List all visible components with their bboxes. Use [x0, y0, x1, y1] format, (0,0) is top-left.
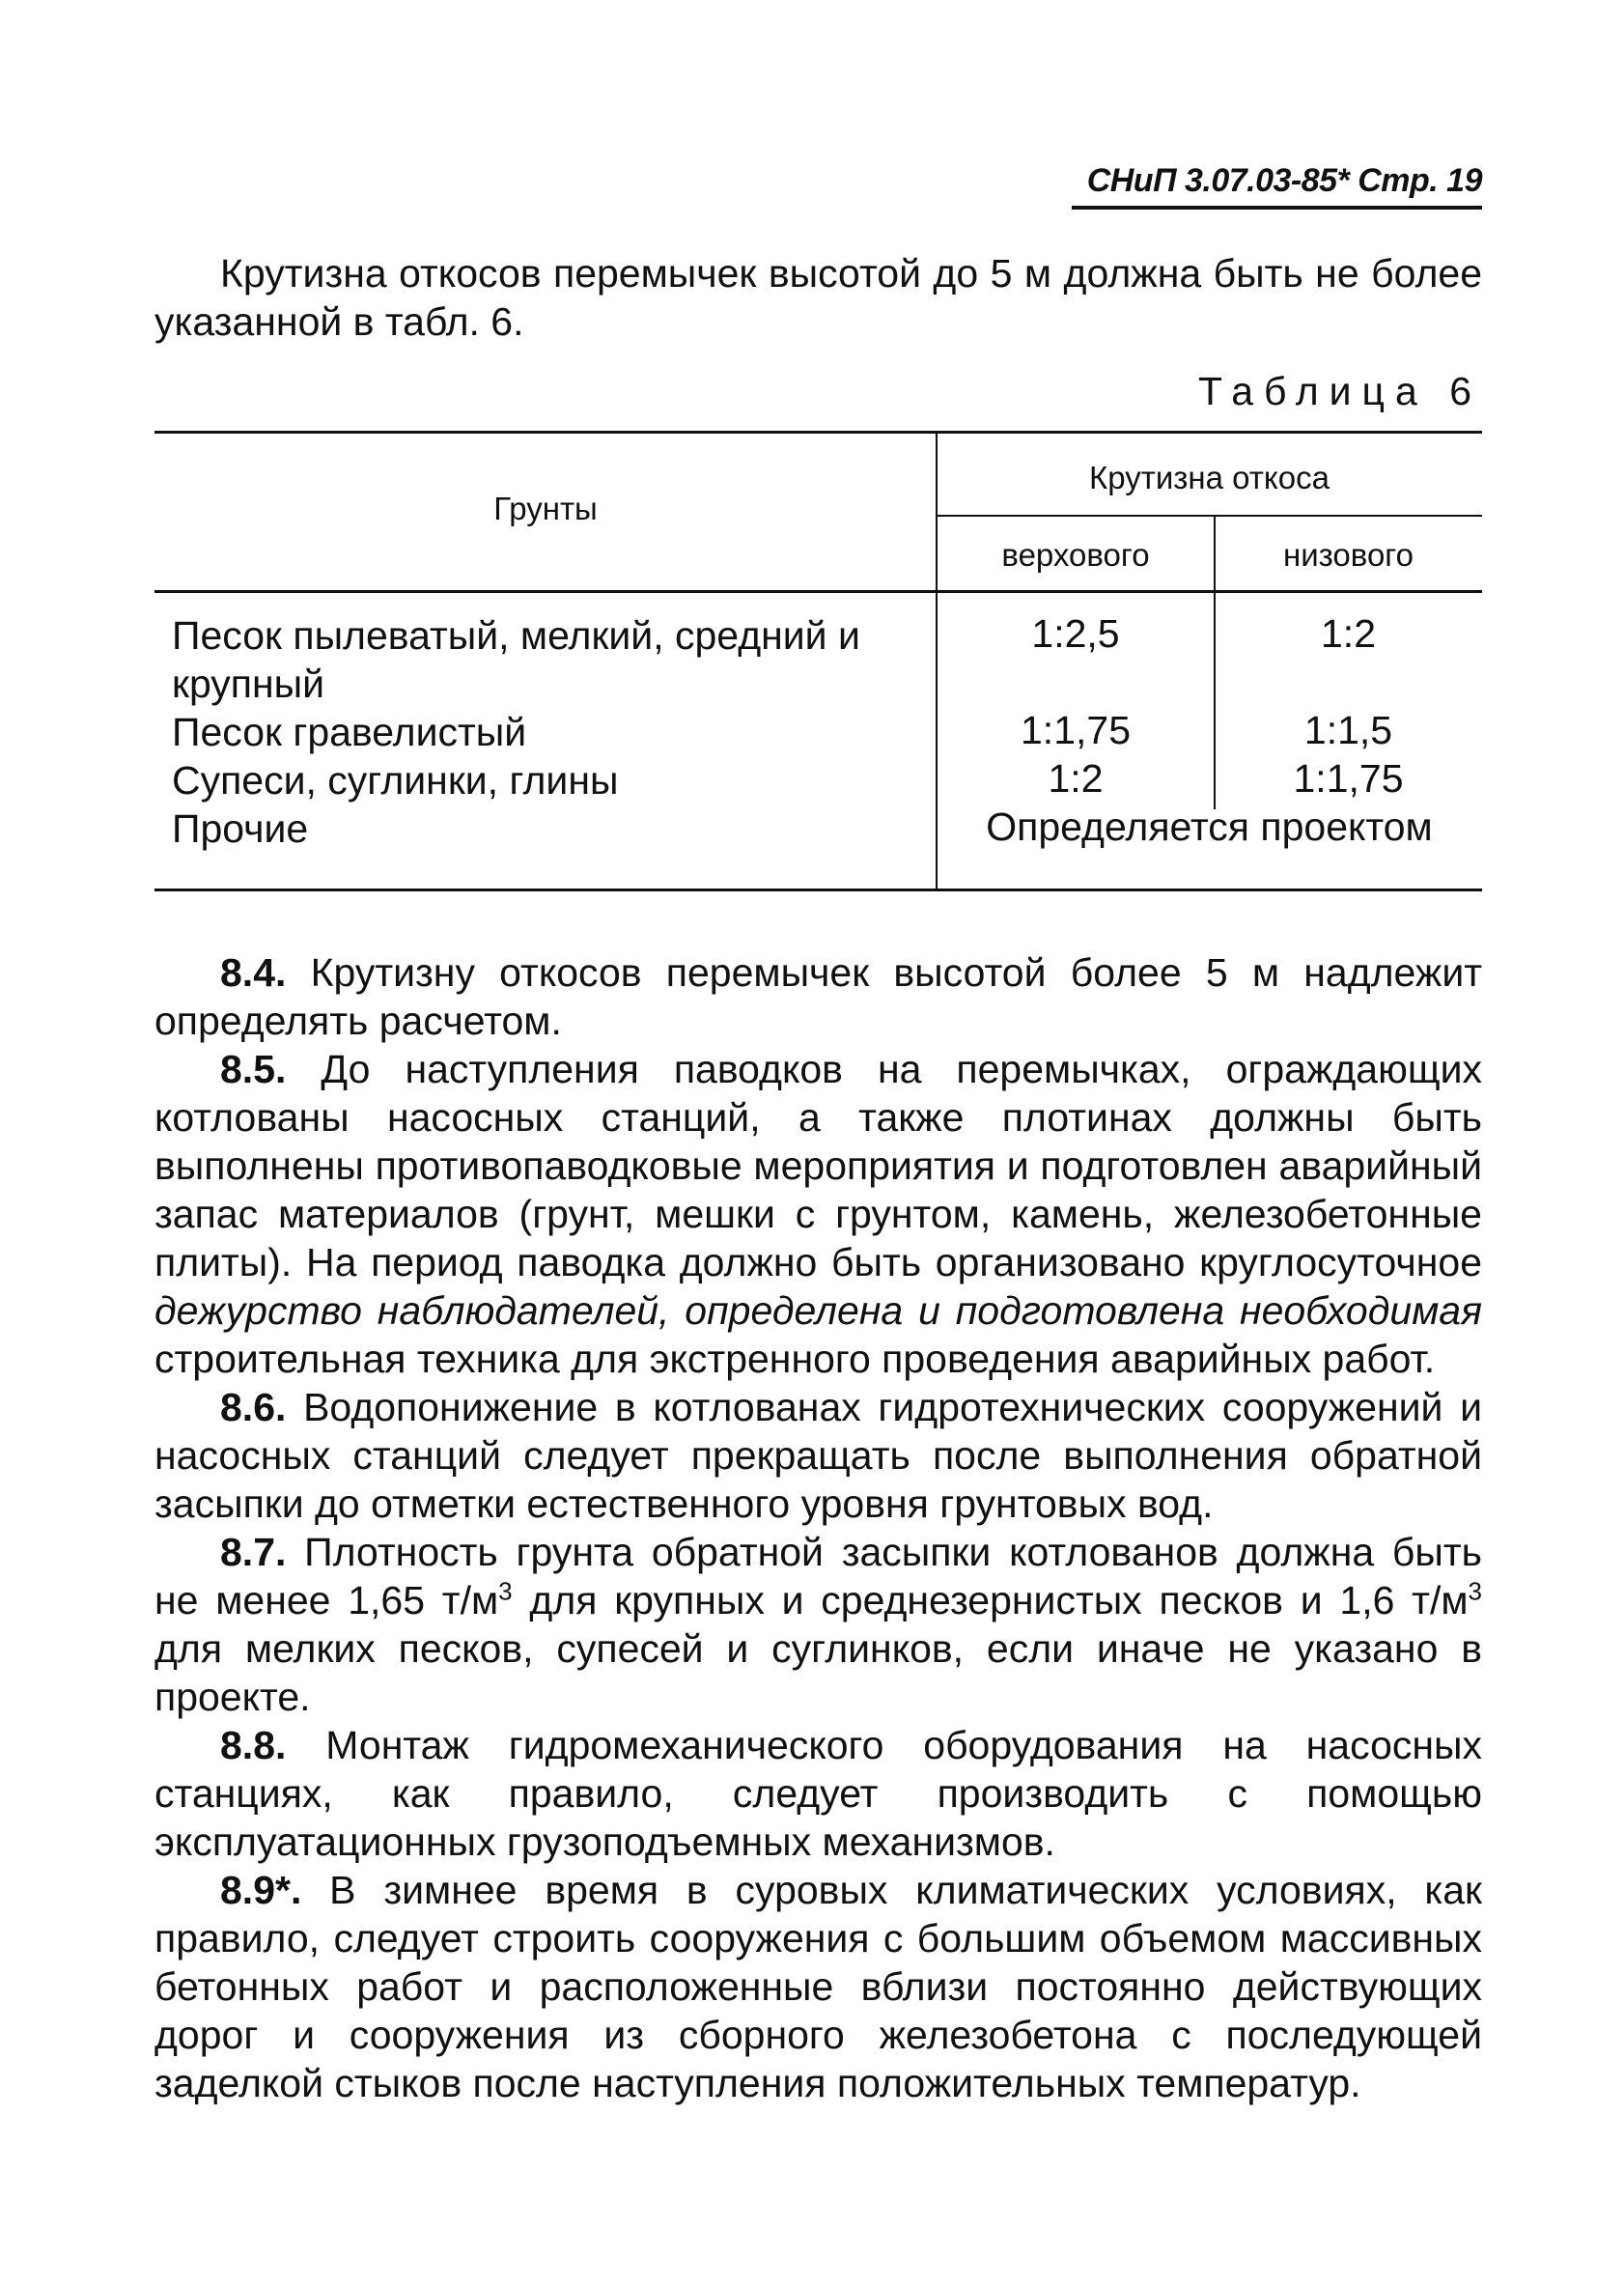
- row-2-soil: Песок гравелистый: [172, 710, 527, 754]
- row-3-downstream: 1:1,75: [1293, 756, 1404, 801]
- paragraph-8-8: [154, 1721, 1482, 1866]
- superscript: 3: [1468, 1576, 1482, 1606]
- row-3-upstream: 1:2: [1048, 756, 1104, 801]
- clause-text: для мелких песков, супесей и суглинков, если иначе не указано в проекте.: [154, 1626, 1482, 1719]
- row-2-upstream: 1:1,75: [1021, 708, 1131, 752]
- clause-number: 8.7.: [220, 1530, 287, 1574]
- header-soils: Грунты: [493, 491, 598, 526]
- intro-paragraph: Крутизна откосов перемычек высотой до 5 м должна быть не более указанной в табл. 6.: [154, 251, 1482, 344]
- clause-text: Монтаж гидромеханического оборудования на насосных станциях, как правило, следует производить с помощью эксплуатационных грузоподъемных механизмов.: [154, 1723, 1482, 1864]
- clause-text: Водопонижение в котлованах гидротехнических сооружений и насосных станций следует прекращать после выполнения обратной засыпки до отметки естественного уровня грунтовых вод.: [154, 1385, 1482, 1526]
- header-upstream: верхового: [1001, 537, 1150, 573]
- slope-table: [154, 431, 1482, 890]
- clause-number: 8.4.: [220, 950, 287, 995]
- clause-text: Крутизну откосов перемычек высотой более 5 м надлежит определять расчетом.: [154, 950, 1482, 1043]
- row-1-soil: Песок пылеватый, мелкий, средний и крупный: [172, 613, 860, 706]
- paragraph-8-9: [154, 1866, 1482, 2107]
- clause-text: Плотность грунта обратной засыпки котлованов должна быть не менее 1,65 т/м: [154, 1530, 1482, 1622]
- superscript: 3: [498, 1576, 513, 1606]
- header-downstream: низового: [1283, 537, 1414, 573]
- clause-text: для крупных и среднезернистых песков и 1,6 т/м: [512, 1578, 1469, 1622]
- header-slope: Крутизна откоса: [1089, 460, 1330, 495]
- paragraph-8-5: [154, 1045, 1482, 1383]
- clause-number: 8.8.: [220, 1723, 287, 1767]
- clause-text: До наступления паводков на перемычках, ограждающих котлованы насосных станций, а также плотинах должны быть выполнены противопаводковые мероприятия и подготовлен аварийный запас материалов (грунт, мешки с грунтом, камень, железобетонные плиты). На период паводка должно быть организовано круглосуточное: [154, 1047, 1482, 1284]
- clause-number: 8.5.: [220, 1047, 287, 1091]
- paragraph-8-4: [154, 948, 1482, 1045]
- page-header: СНиП 3.07.03-85* Стр. 19: [1072, 162, 1482, 210]
- table-top-rule: [154, 431, 1482, 434]
- row-4-soil: Прочие: [172, 806, 309, 851]
- clause-text: строительная техника для экстренного проведения аварийных работ.: [154, 1337, 1436, 1381]
- row-3-soil: Супеси, суглинки, глины: [172, 758, 619, 803]
- row-1-downstream: 1:2: [1321, 611, 1376, 656]
- table-header-rule: [154, 590, 1482, 593]
- table-caption: Таблица 6: [1198, 369, 1482, 413]
- clause-text-italic: дежурство наблюдателей, определена и подготовлена необходимая: [154, 1288, 1482, 1333]
- row-2-downstream: 1:1,5: [1303, 708, 1393, 752]
- clause-text: В зимнее время в суровых климатических условиях, как правило, следует строить сооружения с большим объемом массивных бетонных работ и расположенные вблизи постоянно действующих дорог и сооружения из сборного железобетона с последующей заделкой стыков после наступления положительных температур.: [154, 1868, 1482, 2105]
- table-bottom-rule: [154, 889, 1482, 891]
- clause-number: 8.9*.: [220, 1868, 302, 1912]
- row-1-upstream: 1:2,5: [1031, 611, 1120, 656]
- paragraph-8-6: [154, 1383, 1482, 1528]
- table-subheader-rule: [937, 515, 1482, 517]
- row-4-merged-value: Определяется проектом: [986, 804, 1433, 849]
- paragraph-8-7: [154, 1528, 1482, 1721]
- clause-number: 8.6.: [220, 1385, 287, 1429]
